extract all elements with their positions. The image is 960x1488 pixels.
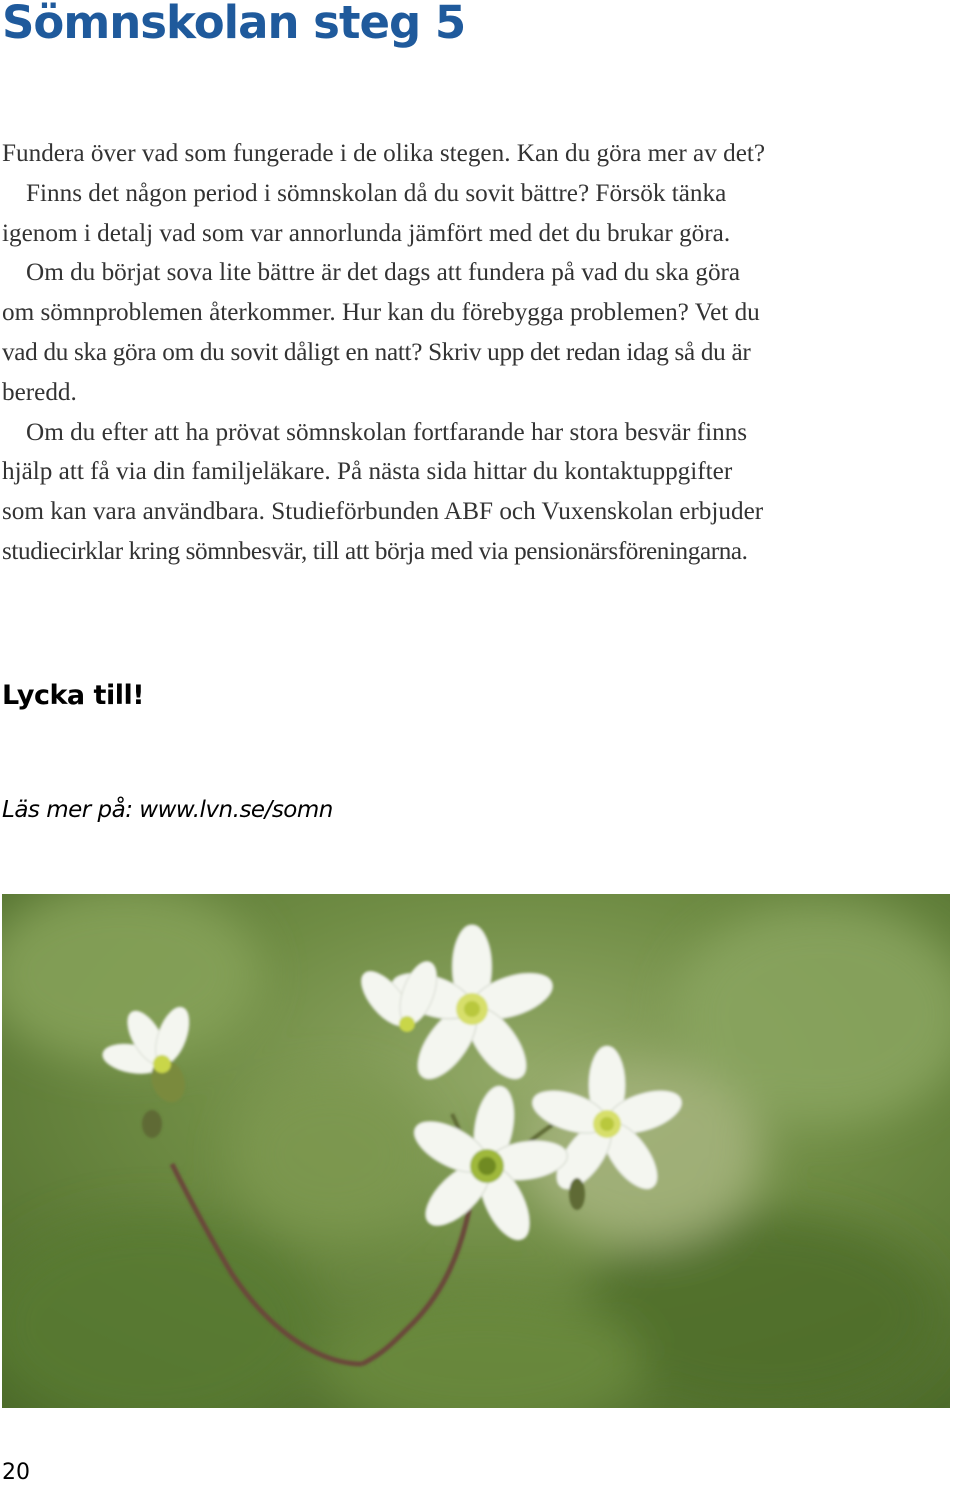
body-line: studiecirklar kring sömnbesvär, till att börja med via pensionärsföreningarna. — [2, 537, 748, 565]
body-line: Om du börjat sova lite bättre är det dags att fundera på vad du ska göra — [26, 259, 741, 287]
flower-photo — [2, 894, 950, 1408]
body-line: vad du ska göra om du sovit dåligt en natt? Skriv upp det redan idag så du är — [2, 338, 751, 366]
body-line: Finns det någon period i sömnskolan då du sovit bättre? Försök tänka — [26, 179, 727, 207]
body-line: om sömnproblemen återkommer. Hur kan du förebygga problemen? Vet du — [2, 299, 760, 327]
closing-text: Lycka till! — [2, 680, 145, 711]
body-text — [2, 134, 958, 572]
body-line: som kan vara användbara. Studieförbunden ABF och Vuxenskolan erbjuder — [2, 498, 764, 526]
page-title: Sömnskolan steg 5 — [2, 0, 466, 49]
body-line: Fundera över vad som fungerade i de olika stegen. Kan du göra mer av det? — [2, 140, 766, 167]
page-number: 20 — [2, 1460, 30, 1485]
body-line: igenom i detalj vad som var annorlunda jämfört med det du brukar göra. — [2, 219, 731, 247]
body-line: beredd. — [2, 378, 77, 406]
body-line: hjälp att få via din familjeläkare. På nästa sida hittar du kontaktuppgifter — [2, 458, 733, 486]
body-line: Om du efter att ha prövat sömnskolan fortfarande har stora besvär finns — [26, 418, 748, 446]
read-more-link[interactable]: Läs mer på: www.lvn.se/somn — [2, 797, 333, 823]
